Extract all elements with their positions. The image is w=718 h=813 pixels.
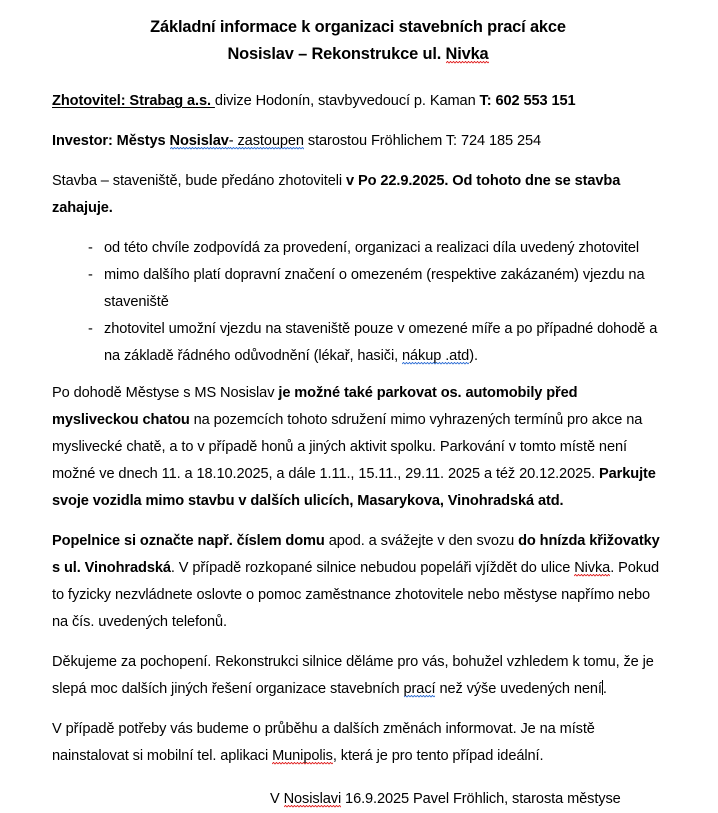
list-item-label: od této chvíle zodpovídá za provedení, organizaci a realizaci díla uvedený zhotovitel xyxy=(104,240,640,256)
thanks-grammar-flag: prací xyxy=(403,681,436,697)
document-body xyxy=(52,14,664,813)
parking-text-1: Po dohodě Městyse s MS Nosislav xyxy=(52,385,279,401)
contractor-line xyxy=(52,88,664,115)
bins-bold-2: do hnízda křižovatky s ul. Vinohradská xyxy=(52,533,660,576)
parking-bold-2: Parkujte svoje vozidla mimo stavbu v dalších ulicích, Masarykova, Vinohradská atd. xyxy=(52,466,656,509)
thanks-text-3: . xyxy=(602,681,607,697)
parking-text-2: na pozemcích tohoto sdružení mimo vyhrazených termínů pro akce na myslivecké chatě, a to v případě honů a jiných aktivit spolku. Parkování v tomto místě není možné ve dnech 11. a 18.10.2025, a dále 1.11., 15.11., 29.11. 2025 a též 20.12.2025. xyxy=(52,412,643,482)
bins-misspelled-word: Nivka xyxy=(574,560,611,576)
thanks-text-2: než výše uvedených není xyxy=(435,681,602,697)
bullet-dash-icon: - xyxy=(88,321,93,337)
title-line-1: Základní informace k organizaci stavebních prací akce xyxy=(150,18,566,36)
parking-bold-1: je možné také parkovat os. automobily před mysliveckou chatou xyxy=(52,385,578,428)
bins-text-1: apod. a svážejte v den svozu xyxy=(324,533,519,549)
list-item-grammar-flag: nákup .atd xyxy=(402,348,470,364)
title-line-2-text: Nosislav – Rekonstrukce ul. xyxy=(227,45,446,63)
contractor-phone-prefix: T: xyxy=(479,93,496,109)
obligations-list xyxy=(52,235,664,370)
bins-text-3: . Pokud to fyzicky nezvládnete oslovte o pomoc zaměstnance zhotovitele nebo městyse napřímo nebo na čís. uvedených telefonů. xyxy=(52,560,659,630)
signature-line xyxy=(52,786,664,813)
bins-paragraph xyxy=(52,528,664,636)
investor-details: starostou Fröhlichem T: 724 185 254 xyxy=(303,133,542,149)
list-item xyxy=(88,262,664,316)
contractor-details: divize Hodonín, stavbyvedoucí p. Kaman xyxy=(214,93,480,109)
thanks-paragraph xyxy=(52,649,664,703)
contractor-phone: 602 553 151 xyxy=(495,93,576,109)
investor-line xyxy=(52,128,664,155)
page-title xyxy=(52,14,664,68)
notify-text-2: , která je pro tento případ ideální. xyxy=(332,748,544,764)
parking-paragraph xyxy=(52,380,664,515)
bins-text-2: . V případě rozkopané silnice nebudou popeláři vjíždět do ulice xyxy=(170,560,575,576)
notify-misspelled-word: Munipolis xyxy=(272,748,333,764)
title-line-2 xyxy=(52,41,664,68)
list-item-label: zhotovitel umožní vjezdu na staveniště pouze v omezené míře a po případné dohodě a na základě řádného odůvodnění (lékař, hasiči, xyxy=(104,321,658,364)
handover-paragraph xyxy=(52,168,664,222)
handover-text: Stavba – staveniště, bude předáno zhotoviteli xyxy=(52,173,346,189)
list-item xyxy=(88,316,664,370)
list-item xyxy=(88,235,664,262)
signature-rest: 16.9.2025 Pavel Fröhlich, starosta městyse xyxy=(341,791,621,807)
signature-prefix: V xyxy=(270,791,284,807)
investor-grammar-plain: - zastoupen xyxy=(228,133,304,149)
thanks-text-1: Děkujeme za pochopení. Rekonstrukci silnice děláme pro vás, bohužel vzhledem k tomu, že je slepá moc dalších jiných řešení organizace stavebních xyxy=(52,654,654,697)
handover-date-bold: v Po 22.9.2025. Od tohoto dne se stavba zahajuje. xyxy=(52,173,621,216)
bins-bold-1: Popelnice si označte např. číslem domu xyxy=(52,533,325,549)
investor-label: Investor: Městys xyxy=(52,133,170,149)
notify-paragraph xyxy=(52,716,664,770)
list-item-label: mimo dalšího platí dopravní značení o omezeném (respektive zakázaném) vjezdu na staveniště xyxy=(104,267,645,310)
bullet-dash-icon: - xyxy=(88,267,93,283)
signature-misspelled-word: Nosislavi xyxy=(283,791,342,807)
title-misspelled-word: Nivka xyxy=(445,45,489,63)
investor-grammar-bold: Nosislav xyxy=(169,133,229,149)
contractor-label: Zhotovitel: Strabag a.s. xyxy=(52,93,215,109)
notify-text-1: V případě potřeby vás budeme o průběhu a dalších změnách informovat. Je na místě nainstalovat si mobilní tel. aplikaci xyxy=(52,721,595,764)
list-item-label-end: ). xyxy=(469,348,478,364)
bullet-dash-icon: - xyxy=(88,240,93,256)
